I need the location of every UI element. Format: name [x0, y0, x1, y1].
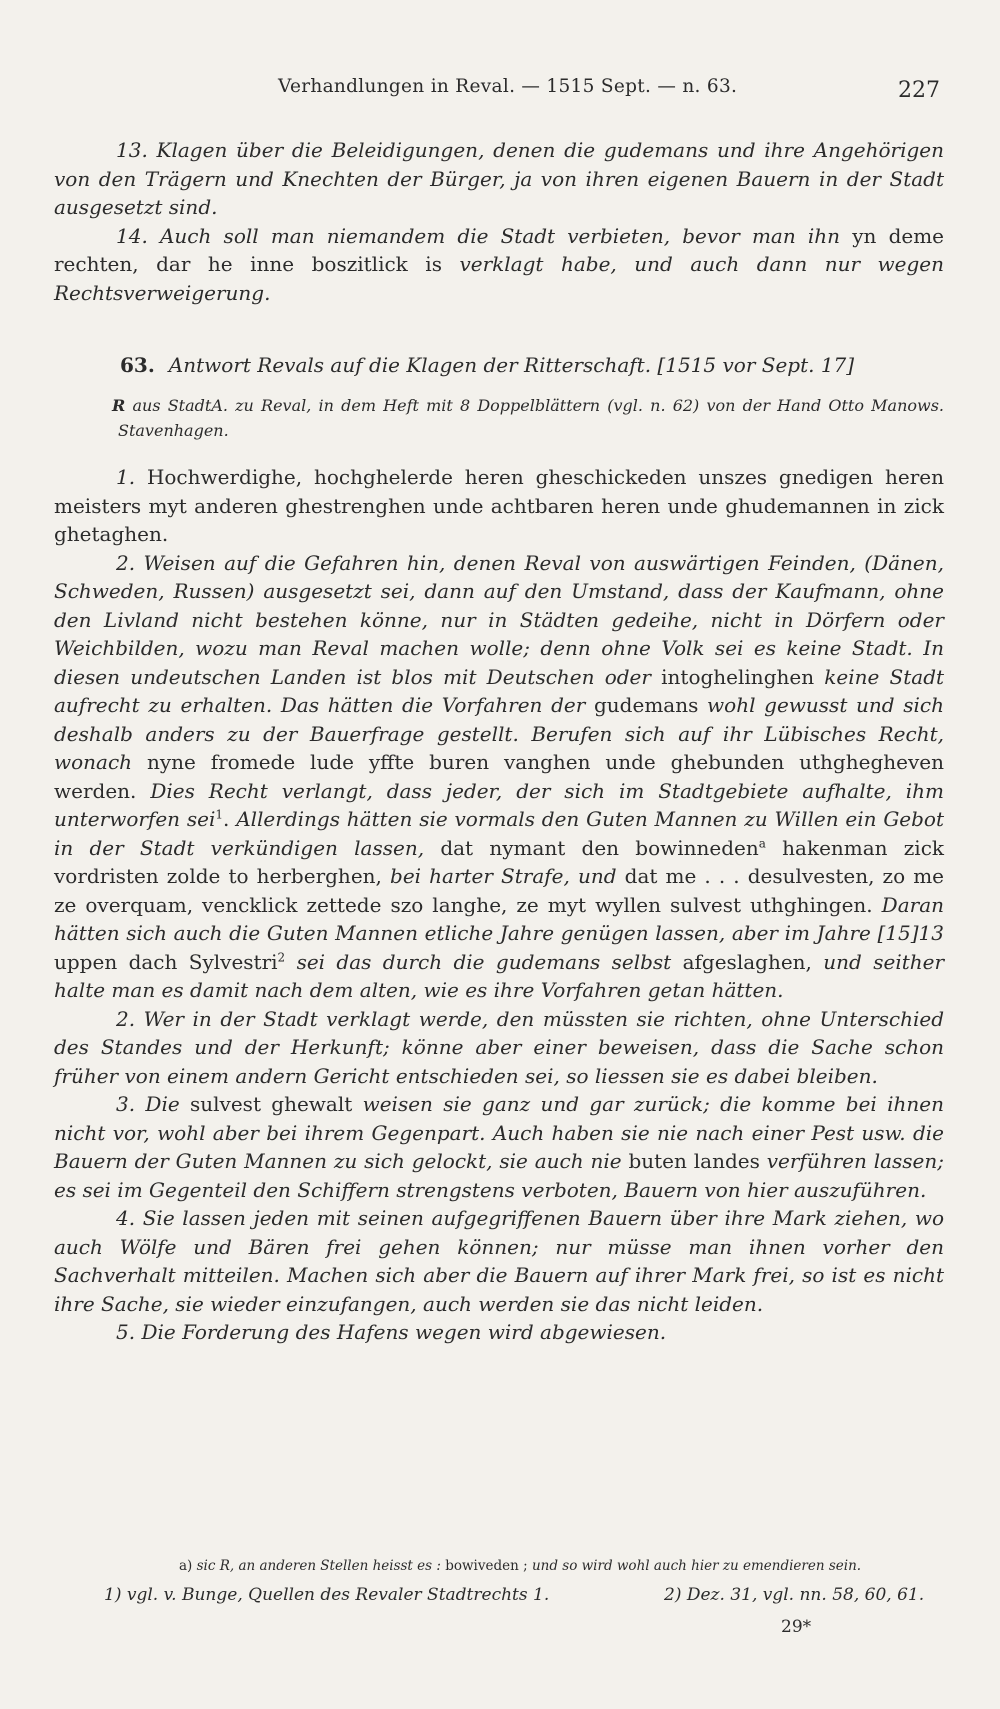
footnote-label: a)	[179, 1558, 193, 1574]
item-text: Daran hätten sich auch die Guten Mannen etliche Jahre genügen lassen, aber im Jahre [15]13	[54, 892, 944, 945]
item-text: bei harter Strafe, und	[390, 864, 617, 888]
item-text: Allerdings hätten sie vormals den Guten Mannen zu Willen ein Gebot in der Stadt verkündigen lassen,	[54, 807, 945, 860]
item-text: In diesen	[54, 636, 945, 689]
footnote-row	[54, 1585, 944, 1615]
quoted-text: buten landes	[628, 1149, 760, 1173]
item-5	[54, 1318, 944, 1347]
item-text: wohl gewusst und sich deshalb anders zu der Bauerfrage gestellt. Berufen sich auf ihr Lübisches Recht, wonach	[54, 693, 945, 774]
source-text: aus StadtA. zu Reval, in dem Heft mit 8 Doppelblättern (vgl. n. 62) von der Hand Otto Manows. Stavenhagen.	[118, 396, 945, 440]
item-text: Weisen auf die Gefahren hin, denen Reval von auswärtigen Feinden, (Dänen, Schweden, Russen) ausgesetzt sei, dann auf den Umstand, dass der Kaufmann, ohne den Livland nicht bestehen könne, nur in Städten gedeihe, nicht in Dörfern oder Weichbilden, wozu man Reval machen wolle; denn ohne Volk sei es keine Stadt.	[54, 550, 944, 660]
quoted-text: dat me . . . desulvesten, zo me ze overquam, vencklick zettede szo langhe, ze myt wyllen sulvest uthghingen.	[54, 864, 945, 917]
source-note	[54, 393, 944, 443]
item-text: Hochwerdighe, hochghelerde heren gheschickeden unszes gnedigen heren meisters myt anderen ghestrenghen unde achtbaren heren unde ghudemannen in zick ghetaghen.	[54, 465, 944, 546]
source-siglum: R	[112, 396, 126, 415]
footnote-ref: 2	[277, 949, 286, 964]
footnote-2	[664, 1585, 924, 1605]
document-heading	[54, 351, 944, 379]
footnote-a	[54, 1555, 944, 1577]
item-text: Sie lassen jeden mit seinen aufgegriffenen Bauern über ihre Mark ziehen, wo auch Wölfe und Bären frei gehen können; nur müsse man ihnen vorher den Sachverhalt mitteilen. Machen sich aber die Bauern auf ihrer Mark frei, so ist es nicht ihre Sache, sie wieder einzufangen, auch werden sie das nicht leiden.	[54, 1206, 945, 1316]
item-text: weisen sie ganz und gar zurück; die komme bei ihnen nicht vor, wohl aber bei ihrem Gegenpart. Auch haben sie nie nach einer Pest usw. die Bauern der Guten Mannen zu sich gelockt, sie auch nie	[54, 1092, 944, 1173]
footnotes	[54, 1555, 944, 1615]
document-title: Antwort Revals auf die Klagen der Ritterschaft.	[168, 353, 652, 377]
item-2: 2. Weisen auf die Gefahren hin, denen Reval von auswärtigen Feinden, (Dänen, Schweden, Russen) ausgesetzt sei, dann auf den Umstand, dass der Kaufmann, ohne den Livland nicht bestehen könne, nur in Städten gedeihe, nicht in Dörfern oder Weichbilden, wozu man Reval machen wolle; denn ohne Volk sei es keine Stadt. In diesen undeutschen Landen ist blos mit Deutschen oder intoghelinghen keine Stadt aufrecht zu erhalten. Das hätten die Vorfahren der gudemans wohl gewusst und sich deshalb anders zu der Bauerfrage gestellt. Berufen sich auf ihr Lübisches Recht, wonach nyne fromede lude yffte buren vanghen unde ghebunden uthghegheven werden. Dies Recht verlangt, dass jeder, der sich im Stadtgebiete aufhalte, ihm unterworfen sei$^1$. Allerdings hätten sie vormals den Guten Mannen zu Willen ein Gebot in der Stadt verkündigen lassen, dat nymant den bowinneden$^a$ hakenman zick vordristen zolde to herberghen, bei harter Strafe, und dat me . . . desulvesten, zo me ze overquam, vencklick zettede szo langhe, ze myt wyllen sulvest uthghingen. Daran hätten sich auch die Guten Mannen etliche Jahre genügen lassen, aber im Jahre [15]13 uppen dach Sylvestri$^2$ sei das durch die gudemans selbst afgeslaghen, und seither halte man es damit nach dem alten, wie es ihre Vorfahren getan hätten.	[54, 550, 945, 1002]
paragraph-14	[54, 222, 944, 308]
quoted-text: uppen dach Sylvestri	[54, 949, 278, 974]
footnote-text: sic R, an anderen Stellen heisst es :	[196, 1558, 441, 1574]
footnote-label: 2)	[664, 1585, 682, 1605]
item-number: 4.	[116, 1206, 136, 1230]
item-text: und seither halte man es damit nach dem alten, wie es ihre Vorfahren getan hätten.	[54, 949, 945, 1002]
item-text: Die Forderung des Hafens wegen wird abgewiesen.	[141, 1320, 667, 1344]
quoted-text: nyne fromede lude yffte buren vanghen unde ghebunden uthghegheven werden.	[54, 750, 944, 803]
item-number: 3.	[116, 1092, 136, 1116]
signature-mark: 29*	[781, 1617, 812, 1637]
document-date: [1515 vor Sept. 17]	[657, 353, 855, 377]
item-number: 5.	[116, 1320, 136, 1344]
item-number: 2.	[116, 550, 136, 575]
footnote-ref: a	[758, 835, 766, 850]
item-text: keine Stadt aufrecht zu erhalten. Das hätten die Vorfahren der	[54, 664, 945, 717]
quoted-text: afgeslaghen,	[682, 949, 812, 974]
quoted-text: gudemans	[594, 693, 699, 717]
quoted-text: yn deme rechten, dar he inne boszitlick is	[54, 223, 945, 276]
item-text: undeutschen Landen ist blos mit Deutschen oder	[130, 664, 651, 689]
item-text: Dies Recht verlangt, dass jeder, der sich im Stadtgebiete aufhalte, ihm unterworfen sei	[54, 778, 944, 831]
item-2b	[54, 1005, 944, 1091]
paragraph-text: Auch soll man niemandem die Stadt verbieten, bevor man ihn	[159, 223, 841, 248]
paragraph-number: 13.	[116, 138, 148, 162]
page-number: 227	[898, 78, 940, 103]
quoted-text: hakenman zick vordristen zolde to herberghen,	[54, 835, 945, 888]
item-text: verführen lassen; es sei im Gegenteil den Schiffern strengstens verboten, Bauern von hier auszuführen.	[54, 1149, 945, 1202]
paragraph-13	[54, 136, 944, 222]
paragraph-text: verklagt habe, und auch dann nur wegen Rechtsverweigerung.	[54, 252, 945, 305]
item-text: Wer in der Stadt verklagt werde, den müssten sie richten, ohne Unterschied des Standes und der Herkunft; könne aber einer beweisen, dass die Sache schon früher von einem andern Gericht entschieden sei, so liessen sie es dabei bleiben.	[54, 1006, 945, 1088]
paragraph-number: 14.	[116, 223, 148, 248]
section-gap	[54, 307, 944, 351]
item-3	[54, 1090, 944, 1204]
footnote-quoted: bowiveden ;	[445, 1558, 528, 1574]
footnote-label: 1)	[104, 1585, 122, 1605]
running-head: Verhandlungen in Reval. — 1515 Sept. — n. 63.	[278, 76, 738, 97]
item-4	[54, 1204, 944, 1318]
item-number: 1.	[116, 465, 136, 489]
item-number: 2.	[116, 1006, 136, 1031]
quoted-text: intoghelinghen	[661, 664, 815, 689]
document-number: 63.	[120, 353, 155, 377]
footnote-text: und so wird wohl auch hier zu emendieren sein.	[531, 1558, 862, 1574]
item-1	[54, 463, 944, 549]
footnote-text: Dez. 31, vgl. nn. 58, 60, 61.	[686, 1585, 925, 1605]
footnote-1	[104, 1585, 549, 1605]
item-text: Die	[145, 1092, 180, 1116]
footnote-text: vgl. v. Bunge, Quellen des Revaler Stadtrechts 1.	[126, 1585, 550, 1605]
quoted-text: dat nymant den bowinneden	[440, 835, 759, 860]
page-body	[54, 136, 944, 1347]
paragraph-text: Klagen über die Beleidigungen, denen die gudemans und ihre Angehörigen von den Trägern und Knechten der Bürger, ja von ihren eigenen Bauern in der Stadt ausgesetzt sind.	[54, 138, 944, 219]
footnote-ref: 1	[215, 807, 223, 822]
item-text: sei das durch die gudemans selbst	[296, 949, 672, 974]
quoted-text: sulvest ghewalt	[190, 1092, 353, 1116]
page-header	[0, 72, 1000, 112]
